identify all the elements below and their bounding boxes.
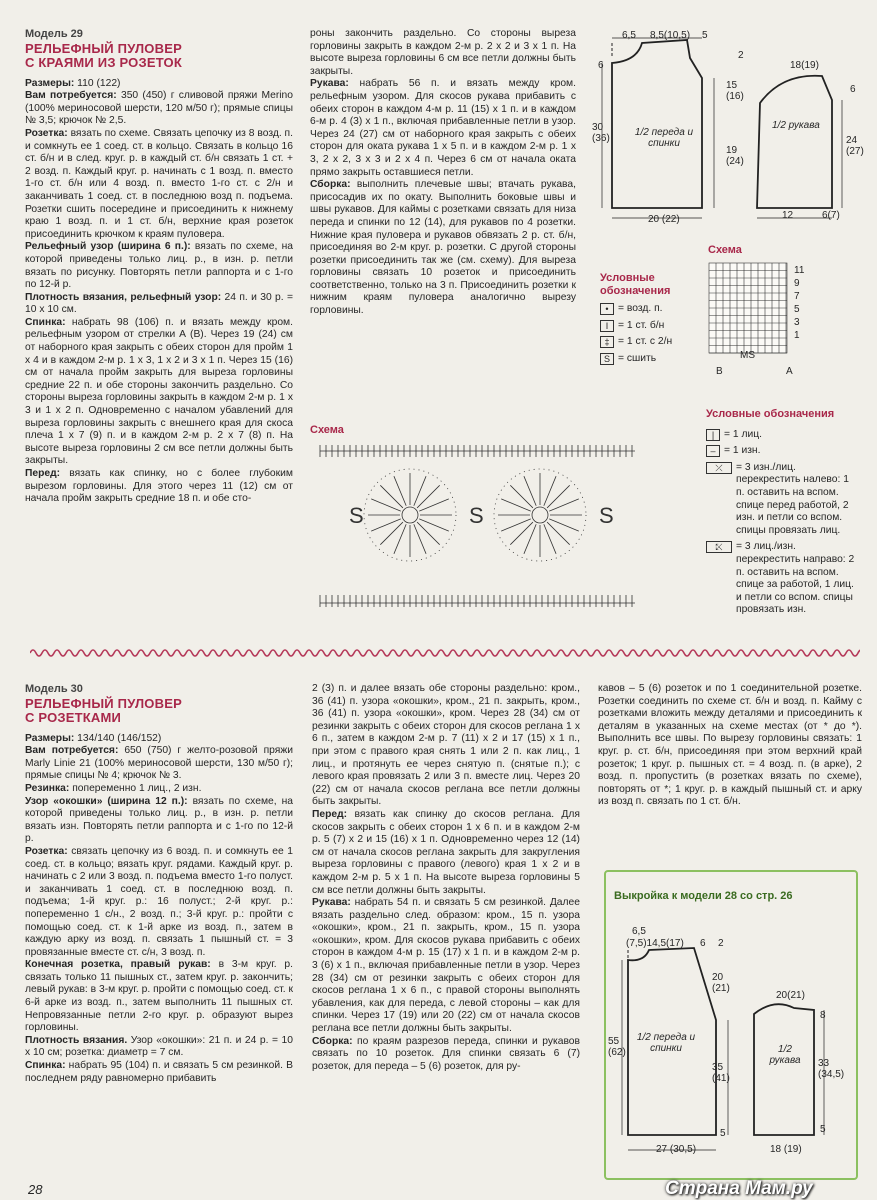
m30c1-heading: Плотность вязания. bbox=[25, 1034, 128, 1046]
legend2-list bbox=[706, 429, 858, 617]
model30-col2-text bbox=[312, 683, 580, 1073]
legend2-title: Условные обозначения bbox=[706, 408, 835, 420]
p28-ds18: 18 (19) bbox=[770, 1144, 802, 1155]
legend2-text: = 1 лиц. bbox=[724, 428, 762, 440]
m29c1-paragraph: Перед: вязать как спинку, но с более глубоким вырезом горловины. Для этого через 11 (12) см от начала пройм закрыть средние 18 п. и обе сто- bbox=[25, 468, 293, 505]
m30c1-paragraph: Конечная розетка, правый рукав: в 3-м круг. р. связать только 11 пышных ст., затем круг. р. закончить; левый рукав: в 3-м круг. р. пройти с помощью соед. ст. к 6-й арке из возд. п., затем выполнить 11 пышных ст. Непровязанные петли 2-го круг. р. образуют вырез горловины. bbox=[25, 959, 294, 1034]
p28-d33: 33 (34,5) bbox=[818, 1058, 845, 1080]
p28-d2: 2 bbox=[718, 938, 724, 949]
p29-s1: 18(19) bbox=[790, 60, 819, 71]
model29-col2-text bbox=[310, 28, 576, 318]
p29-s4: 12 bbox=[782, 210, 794, 221]
legend2-text: = 3 изн./лиц. перекрестить налево: 1 п. оставить на вспом. спице перед работой, 2 изн. и петли со вспом. спицы провязать лиц. bbox=[736, 461, 849, 536]
m29c1-paragraph: Плотность вязания, рельефный узор: 24 п. и 30 р. = 10 х 10 см. bbox=[25, 291, 293, 316]
legend2-symbol-icon: ⤪ bbox=[706, 541, 732, 553]
p28-body-label: 1/2 переда и спинки bbox=[636, 1032, 696, 1054]
pattern28-title: Выкройка к модели 28 со стр. 26 bbox=[614, 890, 793, 902]
chart-row-label: 1 bbox=[794, 330, 800, 341]
p28-d27: 27 (30,5) bbox=[656, 1144, 697, 1155]
legend2-symbol-icon: – bbox=[706, 445, 720, 457]
p29-d1: 6,5 bbox=[622, 30, 636, 41]
p28-d6: 6 bbox=[700, 938, 706, 949]
legend1-text: = 1 ст. б/н bbox=[618, 319, 665, 331]
m30c1-paragraph: Плотность вязания. Узор «окошки»: 21 п. и 24 р. = 10 х 10 см; розетка: диаметр = 7 см. bbox=[25, 1034, 294, 1059]
sew-icon: S bbox=[599, 503, 614, 528]
legend2-item bbox=[706, 541, 858, 617]
m30c1-heading: Резинка: bbox=[25, 782, 70, 794]
chart-row-label: 11 bbox=[794, 265, 805, 276]
m30c2-paragraph: 2 (3) п. и далее вязать обе стороны раздельно: кром., 36 (41) п. узора «окошки», кром., 21 п. закрыть, кром., 36 (41) п. узора «окошки», кром. Через 28 (34) см от резинки закрыть с обеих сторон для скосов реглана 1 х 6 п., затем в каждом 2-м р. 7 (11) х 2 и 17 (15) х 1 п., при этом с правого края снять 1 или 2 п. как лиц., 1 лиц., и протянуть ее через снятую п. (снятые п.); с левого края провязать 2 или 3 п. вместе лиц. Через 20 (22) см от начала скосов реглана все петли должны быть закрыты. bbox=[312, 683, 580, 808]
m29c1-paragraph: Спинка: набрать 98 (106) п. и вязать между кром. рельефным узором от стрелки А (В). Через 19 (24) см от наборного края закрыть с обеих сторон для пройм 1 х 4 и в каждом 2-м р. 1 х 3, 1 х 2 и 3 х 1 п. Через 15 (16) см от начала пройм закрыть для выреза горловины средние 22 п. и обе стороны закончить раздельно. Со стороны выреза горловины закрыть в каждом 2-м р. 1 х 3 и 1 х 2 п. Одновременно с началом убавлений для выреза горловины закрыть с внешнего края для скоса плеча 1 х 7 (9) п. и в каждом 2-м р. 2 х 7 (8) п. На высоте выреза горловины 2 см все петли должны быть закрыты. bbox=[25, 316, 293, 467]
p28-d20: 20 (21) bbox=[712, 972, 730, 994]
p29-d5: 2 bbox=[738, 50, 744, 61]
m30c1-paragraph: Узор «окошки» (ширина 12 п.): вязать по схеме, на которой приведены только лиц. р., в изн. р. петли вязать изн. Повторять петли раппорта и с 1-го по 12-й р. bbox=[25, 795, 293, 845]
p28-dtop: (7,5)14,5(17) bbox=[626, 938, 684, 949]
chart-row-labels bbox=[794, 264, 804, 342]
rosette-ring bbox=[402, 507, 418, 523]
watermark: Страна Мам.ру bbox=[665, 1178, 813, 1199]
p28-d65: 6,5 bbox=[632, 926, 646, 937]
legend2-item bbox=[706, 462, 858, 538]
m29c1-heading: Перед: bbox=[25, 468, 61, 479]
model30-col1-text bbox=[25, 733, 293, 1086]
p29-sleeve-label: 1/2 рукава bbox=[772, 120, 820, 131]
legend2-item bbox=[706, 429, 858, 442]
p29-d8: 19 (24) bbox=[726, 145, 744, 167]
m29c1-heading: Спинка: bbox=[25, 316, 66, 328]
p28-sleeve-label: 1/2 рукава bbox=[769, 1044, 801, 1066]
p28-d8: 8 bbox=[820, 1010, 826, 1021]
legend1-text: = возд. п. bbox=[618, 303, 663, 315]
model30-col2 bbox=[312, 683, 580, 1073]
m29c2-paragraph: Рукава: набрать 56 п. и вязать между кром. рельефным узором. Для скосов рукава прибавить с обеих сторон в каждом 4-м р. 11 (15) х 1 п. и в каждом 6-м р. 4 (3) х 1 п., включая прибавленные петли в узор. Через 24 (27) см от наборного края закрыть с обеих сторон для оката рукава 1 х 5 п. и в каждом 2-м р. 1 х 3, 2 х 2, 3 х 3 и 2 х 4 п. Через 6 см от начала оката прямо закрыть оставшиеся петли. bbox=[310, 78, 576, 178]
legend1-item bbox=[600, 320, 700, 333]
legend2-text: = 1 изн. bbox=[724, 445, 761, 457]
m29c1-heading: Плотность вязания, рельефный узор: bbox=[25, 291, 222, 303]
model29-col1-text bbox=[25, 78, 293, 506]
m29c2-heading: Сборка: bbox=[310, 179, 351, 191]
chart-title: Схема bbox=[708, 244, 742, 256]
scheme-title: Схема bbox=[310, 424, 344, 436]
model29-legend2 bbox=[706, 408, 858, 621]
legend1-text: = 1 ст. с 2/н bbox=[618, 336, 673, 348]
m30c2-heading: Перед: bbox=[312, 808, 348, 820]
p29-d4: 6 bbox=[598, 60, 604, 71]
section-divider bbox=[30, 646, 860, 660]
m30c1-heading: Узор «окошки» (ширина 12 п.): bbox=[25, 795, 188, 807]
m30c2-paragraph: Рукава: набрать 54 п. и связать 5 см резинкой. Далее вязать раздельно след. образом: кром., 15 п. узора «окошки», кром., 21 п. закрыть, кром., 15 п. узора «окошки», кром. Для скосов рукава прибавить с обеих сторон в каждом 4-м р. 15 (17) х 1 п. и в каждом 2-м р. 3 (6) х 1 п., включая прибавленные петли в узор. Через 28 (34) см от резинки закрыть с обеих сторон для скосов реглана 1 х 6 п., с правой стороны выполнять убавления, как для переда, с левой стороны – как для спинки. Через 17 (19) или 20 (22) см от начала скосов реглана все петли должны быть закрыты. bbox=[312, 897, 580, 1035]
sew-icon: S bbox=[469, 503, 484, 528]
legend2-symbol-icon: ⤫ bbox=[706, 462, 732, 474]
p29-s3: 24 (27) bbox=[846, 135, 864, 157]
model30-col1 bbox=[25, 683, 293, 1085]
m29c1-heading: Размеры: bbox=[25, 77, 75, 89]
m30c1-heading: Конечная розетка, правый рукав: bbox=[25, 959, 211, 971]
m30c1-paragraph: Размеры: 134/140 (146/152) bbox=[25, 732, 162, 744]
legend1-item bbox=[600, 336, 700, 349]
m29c1-heading: Рельефный узор (ширина 6 п.): bbox=[25, 241, 191, 253]
m30c2-heading: Рукава: bbox=[312, 897, 351, 909]
m29c1-paragraph: Размеры: 110 (122) bbox=[25, 77, 121, 89]
m30c1-heading: Розетка: bbox=[25, 845, 68, 857]
p29-body-label: 1/2 переда и спинки bbox=[634, 127, 694, 149]
m29c2-heading: Рукава: bbox=[310, 78, 349, 90]
m30c2-paragraph: Сборка: по краям разрезов переда, спинки и рукавов связать по 10 розеток. Для спинки связать 6 (7) розеток, для переда – 5 (6) розеток, для ру- bbox=[312, 1035, 580, 1072]
m30c1-paragraph: Розетка: связать цепочку из 6 возд. п. и сомкнуть ее 1 соед. ст. в кольцо; вязать круг. рядами. Каждый круг. р. начинать с 2 или 3 возд. п. подъема вместо 1-го полуст. и заканчивать 1 соед. ст. в последнюю возд. п. подъема; 1-й круг. р.: 16 полуст.; 2-й круг. р.: попеременно 1 с/н., 2 возд. п.; 3-й круг. р.: пройти с помощью соед. ст. к 1-й арке из возд. п., затем в каждую арку из возд. п. связать 1 пышный ст. = 3 провязанные вместе ст. с/н, 3 возд. п. bbox=[25, 845, 293, 958]
p29-s5: 6(7) bbox=[822, 210, 840, 221]
p28-d55: 55 (62) bbox=[608, 1036, 626, 1058]
p29-s2: 6 bbox=[850, 84, 856, 95]
model29-legend bbox=[600, 272, 700, 370]
p29-d2: 8,5(10,5) bbox=[650, 30, 691, 41]
m29c2-paragraph: Сборка: выполнить плечевые швы; втачать рукава, присосадив их по окату. Выполнить боковые швы и швы рукавов. Для каймы с розетками связать для низа переда и спинки по 12 (14), для рукавов по 4 розетки. Нижние края пуловера и рукавов обвязать 2 р. ст. б/н, присоединяя во 2-м круг. р. розетки. С другой стороны розетки присоединить так же (см. схему). Для выреза горловины связать 10 розеток и присоединить соответственно, только на 3 п. Присоединить розетки к нижним краям пуловера аналогично вырезу горловины. bbox=[310, 179, 576, 317]
legend-list bbox=[600, 303, 700, 365]
m29c2-paragraph: роны закончить раздельно. Со стороны выреза горловины закрыть в каждом 2-м р. 2 х 2 и 3 х 1 п. На высоте выреза горловины 6 см все петли должны быть закрыты. bbox=[310, 28, 576, 77]
model29-label: Модель 29 bbox=[25, 28, 83, 40]
pattern28-drawing bbox=[604, 870, 854, 1176]
legend1-symbol-icon: • bbox=[600, 303, 614, 315]
m30c1-paragraph: Вам потребуется: 650 (750) г желто-розовой пряжи Marly Linie 21 (100% мериносовой шерсти, 130 м/50 г); прямые спицы № 4; крючок № 3. bbox=[25, 745, 293, 782]
rosette-ring bbox=[532, 507, 548, 523]
model29-title: РЕЛЬЕФНЫЙ ПУЛОВЕР С КРАЯМИ ИЗ РОЗЕТОК bbox=[25, 40, 182, 70]
chart-a: A bbox=[786, 366, 793, 377]
model30-label: Модель 30 bbox=[25, 683, 83, 695]
model30-title: РЕЛЬЕФНЫЙ ПУЛОВЕР С РОЗЕТКАМИ bbox=[25, 695, 182, 725]
legend1-symbol-icon: ‡ bbox=[600, 336, 614, 348]
chart-row-label: 9 bbox=[794, 278, 800, 289]
p28-d5: 5 bbox=[720, 1128, 726, 1139]
model29-col1 bbox=[25, 28, 293, 506]
knitting-chart bbox=[708, 262, 788, 356]
m29c1-paragraph: Розетка: вязать по схеме. Связать цепочку из 8 возд. п. и сомкнуть ее 1 соед. ст. в кольцо. Связать в кольцо 16 ст. б/н и в след. круг. р. в каждый ст. б/н связать 1 ст. + 2 возд. п. Каждый круг. р. начинать с 1 возд. п. вместо 1-го ст. б/н или 4 возд. п. вместо 1-го ст. с 2/н и заканчивать 1 соед. ст. в последнюю возд п. подъема. Розетки сшить посередине и присоединить к нижнему краю 1 возд. п. и 1 ст. б/н, верхние края розеток присоединить крючком к краям пуловера. bbox=[25, 127, 293, 240]
m29c1-paragraph: Вам потребуется: 350 (450) г сливовой пряжи Merino (100% мериносовой шерсти, 120 м/50 г); прямые спицы № 3,5; крючок № 2,5. bbox=[25, 90, 293, 127]
m30c3-paragraph: кавов – 5 (6) розеток и по 1 соединительной розетке. Розетки соединить по схеме ст. б/н и возд. п. Кайму с розетками вложить между деталями и присоединить к деталям в указанных на схеме местах (от * до *). Выполнить все швы. По вырезу горловины связать: 1 круг. р. ст. б/н, присоединяя при этом верхний край розеток; 1 круг. р. пышных ст. = 4 возд. п. (в арке), 2 возд. п. пропустить (в розетках вязать по схеме), повторять от *; 1 круг. р. в каждый пышный ст. и арку из возд п. связать по 1 ст. б/н. bbox=[598, 683, 862, 808]
model29-col2 bbox=[310, 28, 576, 318]
m30c2-paragraph: Перед: вязать как спинку до скосов реглана. Для скосов закрыть с обеих сторон 1 х 6 п. и в каждом 2-м р. 5 (7) х 2 и 15 (16) х 1 п. Одновременно через 12 (14) см от начала скосов реглана закрыть для закругления выреза горловины с правого (левого) края 1 х 2 и в каждом 2-м р. 5 х 1 п. На высоте выреза горловины 5 см все петли должны быть закрыты. bbox=[312, 808, 580, 896]
chart-row-label: 3 bbox=[794, 317, 800, 328]
chart-ms: MS bbox=[740, 350, 755, 361]
m30c1-heading: Размеры: bbox=[25, 732, 75, 744]
m29c1-heading: Розетка: bbox=[25, 127, 68, 139]
p29-d9: 20 (22) bbox=[648, 214, 680, 225]
m30c2-heading: Сборка: bbox=[312, 1035, 353, 1047]
m30c1-paragraph: Резинка: попеременно 1 лиц., 2 изн. bbox=[25, 782, 202, 794]
legend-title: Условные обозначения bbox=[600, 272, 671, 297]
m30c1-paragraph: Спинка: набрать 95 (104) п. и связать 5 см резинкой. В последнем ряду равномерно прибавить bbox=[25, 1060, 293, 1084]
p29-d6: 15 (16) bbox=[726, 80, 744, 102]
model30-col3 bbox=[598, 683, 862, 809]
m29c1-heading: Вам потребуется: bbox=[25, 90, 117, 102]
legend2-text: = 3 лиц./изн. перекрестить направо: 2 п. оставить на вспом. спице за работой, 1 лиц. и петли со вспом. спицы провязать изн. bbox=[736, 541, 855, 616]
p29-d3: 5 bbox=[702, 30, 708, 41]
p29-d7: 30 (36) bbox=[592, 122, 610, 144]
p28-d35: 35 (41) bbox=[712, 1062, 730, 1084]
p28-ds20: 20(21) bbox=[776, 990, 805, 1001]
p28-ds5: 5 bbox=[820, 1124, 826, 1135]
sew-icon: S bbox=[349, 503, 364, 528]
chart-row-label: 7 bbox=[794, 291, 800, 302]
legend2-symbol-icon: | bbox=[706, 429, 720, 441]
m29c1-paragraph: Рельефный узор (ширина 6 п.): вязать по схеме, на которой приведены только лиц. р., в изн. р. петли вязать по рисунку. Повторять петли раппорта и с 1-го по 12-й р. bbox=[25, 241, 293, 291]
model30-col3-text bbox=[598, 683, 862, 809]
legend1-item bbox=[600, 353, 700, 366]
chart-row-label: 5 bbox=[794, 304, 800, 315]
page-number: 28 bbox=[28, 1182, 43, 1197]
legend1-item bbox=[600, 303, 700, 316]
legend1-text: = сшить bbox=[618, 352, 657, 364]
m30c1-heading: Спинка: bbox=[25, 1060, 66, 1072]
legend2-item bbox=[706, 445, 858, 458]
legend1-symbol-icon: S bbox=[600, 353, 614, 365]
m30c1-heading: Вам потребуется: bbox=[25, 745, 119, 757]
chart-b: B bbox=[716, 366, 723, 377]
rosette-scheme bbox=[315, 445, 640, 615]
legend1-symbol-icon: I bbox=[600, 320, 614, 332]
